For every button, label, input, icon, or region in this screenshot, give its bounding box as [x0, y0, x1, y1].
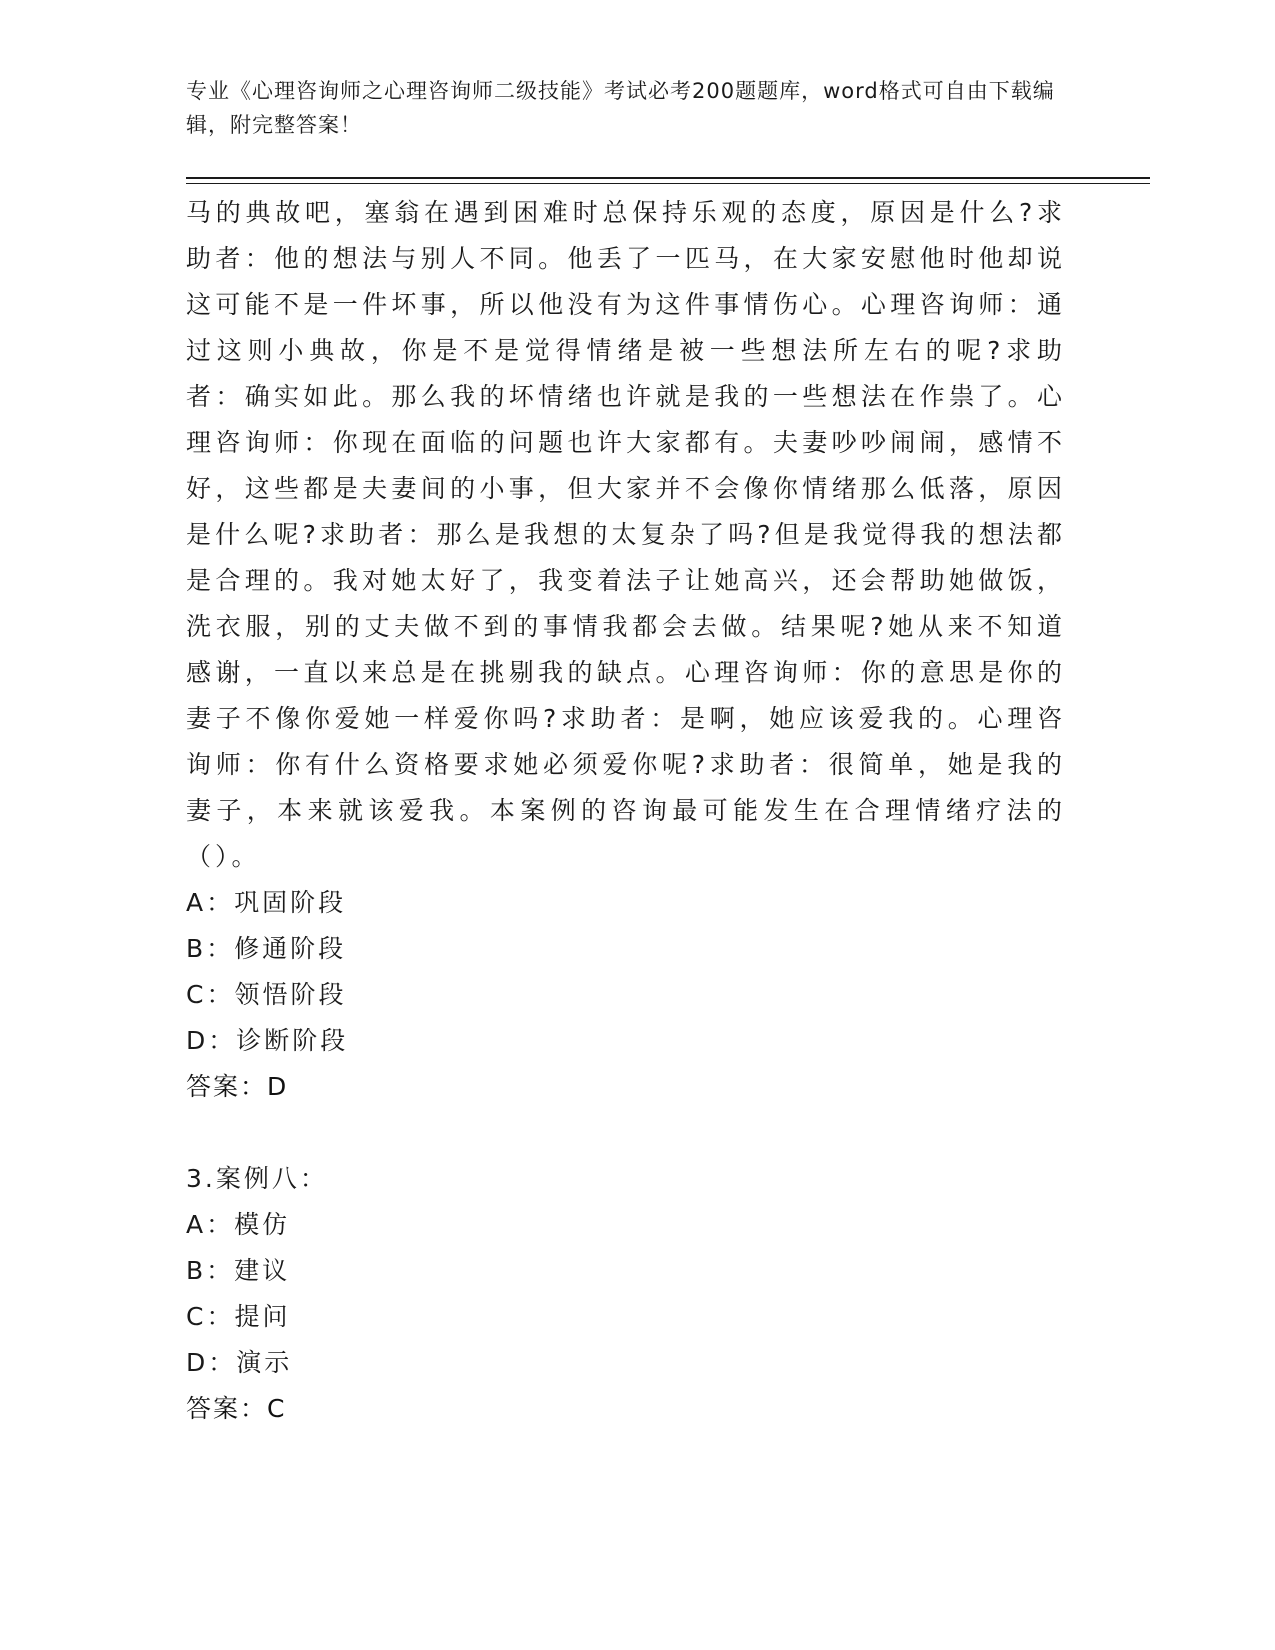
document-body	[186, 190, 1066, 1432]
question-stem: 3.案例八：	[186, 1164, 328, 1193]
header-divider-thin	[186, 183, 1150, 184]
option-a: A：模仿	[186, 1210, 291, 1239]
option-b: B：修通阶段	[186, 934, 347, 963]
spacer	[186, 1110, 1066, 1156]
option-d: D：诊断阶段	[186, 1026, 349, 1055]
option-c: C：提问	[186, 1302, 291, 1331]
answer-line: 答案：C	[186, 1394, 287, 1423]
option-d: D：演示	[186, 1348, 293, 1377]
answer-line: 答案：D	[186, 1072, 289, 1101]
option-b: B：建议	[186, 1256, 291, 1285]
page-header: 专业《心理咨询师之心理咨询师二级技能》考试必考200题题库，word格式可自由下载编辑，附完整答案！	[186, 79, 1055, 137]
option-a: A：巩固阶段	[186, 888, 347, 917]
header-divider-thick	[186, 177, 1150, 179]
option-c: C：领悟阶段	[186, 980, 347, 1009]
question-passage: 马的典故吧，塞翁在遇到困难时总保持乐观的态度，原因是什么?求助者：他的想法与别人不同。他丢了一匹马，在大家安慰他时他却说这可能不是一件坏事，所以他没有为这件事情伤心。心理咨询师：通过这则小典故，你是不是觉得情绪是被一些想法所左右的呢?求助者：确实如此。那么我的坏情绪也许就是我的一些想法在作祟了。心理咨询师：你现在面临的问题也许大家都有。夫妻吵吵闹闹，感情不好，这些都是夫妻间的小事，但大家并不会像你情绪那么低落，原因是什么呢?求助者：那么是我想的太复杂了吗?但是我觉得我的想法都是合理的。我对她太好了，我变着法子让她高兴，还会帮助她做饭，洗衣服，别的丈夫做不到的事情我都会去做。结果呢?她从来不知道感谢，一直以来总是在挑剔我的缺点。心理咨询师：你的意思是你的妻子不像你爱她一样爱你吗?求助者：是啊，她应该爱我的。心理咨询师：你有什么资格要求她必须爱你呢?求助者：很简单，她是我的妻子，本来就该爱我。本案例的咨询最可能发生在合理情绪疗法的（）。	[186, 198, 1066, 871]
